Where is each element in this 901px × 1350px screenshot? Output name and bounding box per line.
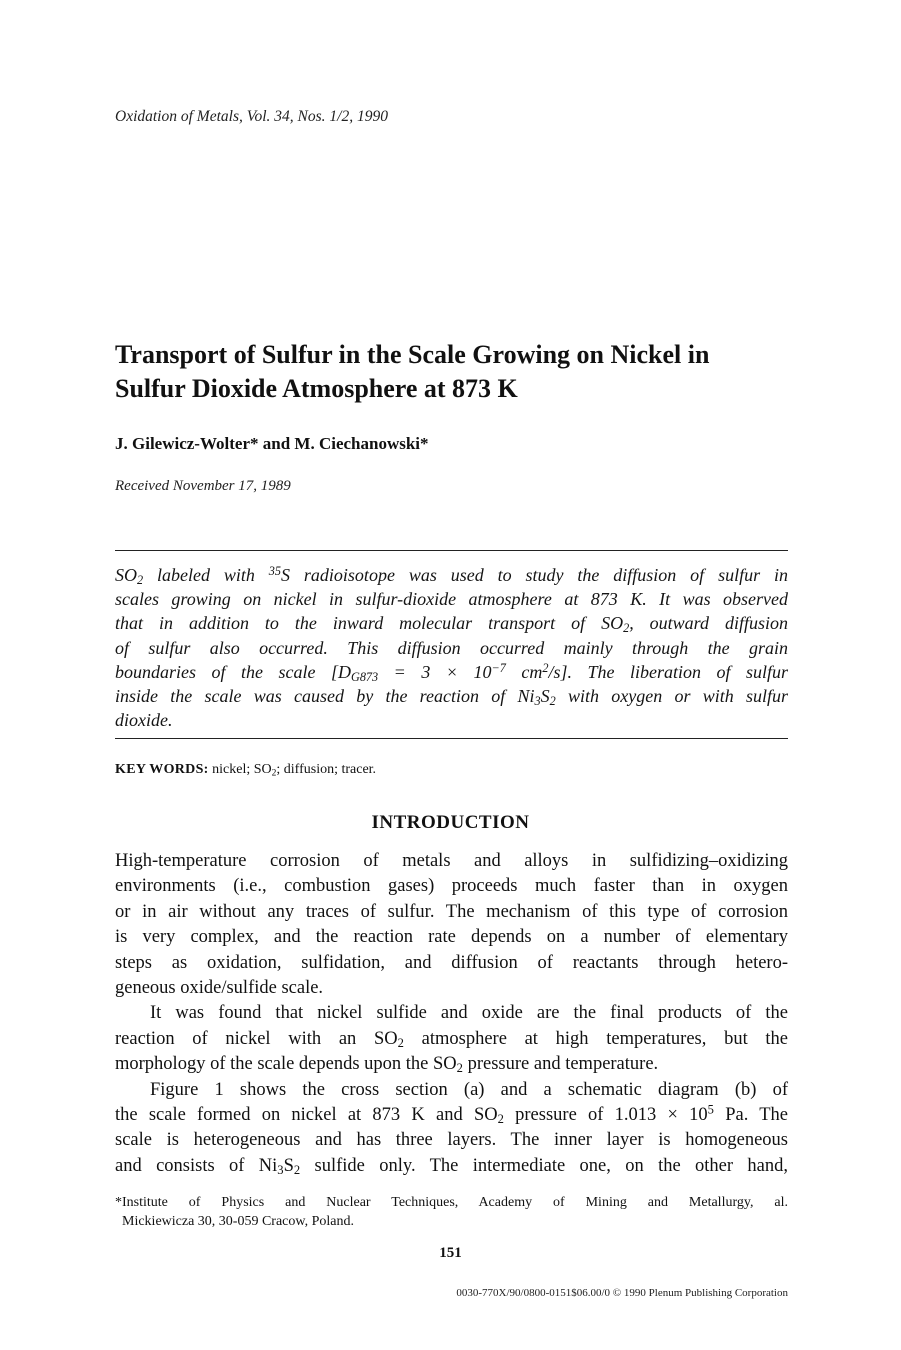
abstract-line: of sulfur also occurred. This diffusion occurred mainly through the grain	[115, 637, 788, 658]
key-words: KEY WORDS: nickel; $SO_2$; diffusion; tracer.	[115, 762, 377, 779]
body-line: It was found that nickel sulfide and oxide are the final products of the	[150, 1003, 788, 1024]
abstract-line: dioxide.	[115, 710, 173, 731]
abstract-line: boundaries of the scale [$D_{G873} = 3 \times 10^{-7}$ $cm^2/s$]. The liberation of sulfur	[115, 660, 788, 684]
body-line: and consists of $Ni_3S_2$ sulfide only. The intermediate one, on the other hand,	[115, 1155, 788, 1178]
abstract-line: inside the scale was caused by the reaction of $Ni_3S_2$ with oxygen or with sulfur	[115, 686, 788, 709]
body-line: morphology of the scale depends upon the $SO_2$ pressure and temperature.	[115, 1054, 659, 1076]
abstract-line: $SO_2$ labeled with $^{35}$S radioisotope was used to study the diffusion of sulfur in	[115, 563, 788, 588]
body-line: geneous oxide/sulfide scale.	[115, 978, 324, 999]
body-line: steps as oxidation, sulfidation, and diffusion of reactants through hetero-	[115, 952, 788, 973]
body-line: Figure 1 shows the cross section (a) and a schematic diagram (b) of	[150, 1079, 788, 1100]
footnote	[115, 1193, 788, 1231]
abstract	[115, 563, 788, 732]
body-line: reaction of nickel with an $SO_2$ atmosphere at high temperatures, but the	[115, 1028, 788, 1050]
page-number: 151	[439, 1245, 462, 1261]
authors: J. Gilewicz-Wolter* and M. Ciechanowski*	[115, 434, 429, 453]
received-date: Received November 17, 1989	[115, 478, 291, 494]
abstract-top-rule	[115, 550, 788, 551]
footnote-line: *Institute of Physics and Nuclear Techniques, Academy of Mining and Metallurgy, al.	[115, 1195, 788, 1210]
abstract-line: that in addition to the inward molecular transport of $SO_2$, outward diffusion	[115, 613, 788, 636]
body-line: the scale formed on nickel at 873 K and $SO_2$ pressure of $1.013 \times 10^5$ Pa. The	[115, 1102, 788, 1127]
body-line: scale is heterogeneous and has three layers. The inner layer is homogeneous	[115, 1130, 788, 1151]
title-line-2: Sulfur Dioxide Atmosphere at 873 K	[115, 374, 518, 403]
journal-citation: Oxidation of Metals, Vol. 34, Nos. 1/2, 1990	[115, 108, 388, 125]
body-line: is very complex, and the reaction rate depends on a number of elementary	[115, 927, 788, 948]
title-line-1: Transport of Sulfur in the Scale Growing on Nickel in	[115, 340, 710, 369]
paper-title	[115, 338, 815, 406]
body-line: environments (i.e., combustion gases) proceeds much faster than in oxygen	[115, 876, 788, 897]
body-line: or in air without any traces of sulfur. The mechanism of this type of corrosion	[115, 901, 788, 922]
footnote-line: Mickiewicza 30, 30-059 Cracow, Poland.	[122, 1214, 354, 1229]
abstract-line: scales growing on nickel in sulfur-dioxide atmosphere at 873 K. It was observed	[115, 589, 788, 610]
section-heading: INTRODUCTION	[371, 812, 530, 833]
key-words-label: KEY WORDS:	[115, 762, 209, 777]
body-text	[115, 849, 788, 1179]
abstract-bottom-rule	[115, 738, 788, 739]
copyright-line: 0030-770X/90/0800-0151$06.00/0 © 1990 Plenum Publishing Corporation	[456, 1287, 788, 1299]
body-line: High-temperature corrosion of metals and alloys in sulfidizing–oxidizing	[115, 851, 788, 871]
